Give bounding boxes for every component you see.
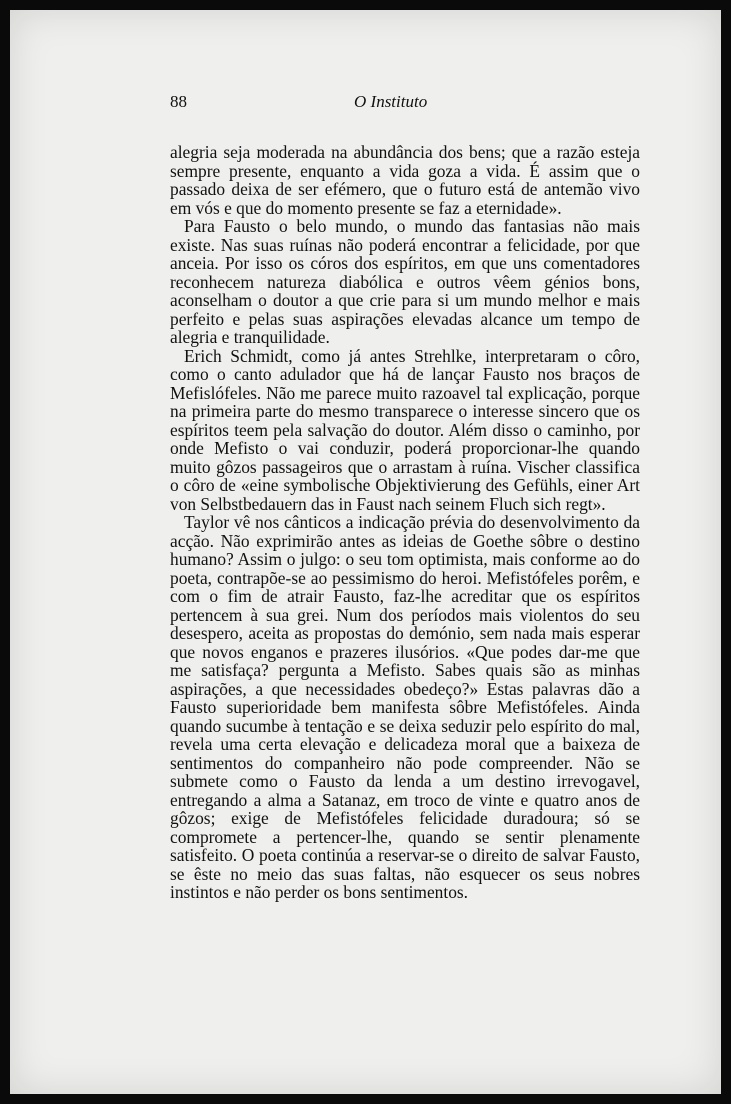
paragraph-3: Erich Schmidt, como já antes Strehlke, interpretaram o côro, como o canto adulador que há de lançar Fausto nos braços de Mefislófeles. Não me parece muito razoavel tal explicação, porque na primeira parte do mesmo transparece o interesse sincero que os espíritos teem pela salvação do doutor. Além disso o caminho, por onde Mefisto o vai conduzir, poderá proporcionar-lhe quando muito gôzos passageiros que o arrastam à ruína. Vischer classifica o côro de «eine symbolische Objektivierung des Gefühls, einer Art von Selbstbedauern das in Faust nach seinem Fluch sich regt». xyxy=(170,345,640,514)
running-title: O Instituto xyxy=(354,92,428,111)
book-page xyxy=(10,10,721,1094)
page-header xyxy=(170,92,640,116)
paragraph-4: Taylor vê nos cânticos a indicação prévia do desenvolvimento da acção. Não exprimirão antes as ideias de Goethe sôbre o destino humano? Assim o julgo: o seu tom optimista, mais conforme ao do poeta, contrapõe-se ao pessimismo do heroi. Mefistófeles porêm, e com o fim de atrair Fausto, faz-lhe acreditar que os espíritos pertencem à sua grei. Num dos períodos mais violentos do seu desespero, aceita as propostas do demónio, sem nada mais esperar que novos enganos e prazeres ilusórios. «Que podes dar-me que me satisfaça? pergunta a Mefisto. Sabes quais são as minhas aspirações, a que necessidades obedeço?» Estas palavras dão a Fausto superioridade bem manifesta sôbre Mefistófeles. Ainda quando sucumbe à tentação e se deixa seduzir pelo espírito do mal, revela uma certa elevação e delicadeza moral que a baixeza de sentimentos do companheiro não pode compreender. Não se submete como o Fausto da lenda a um destino irrevogavel, entregando a alma a Satanaz, em troco de vinte e quatro anos de gôzos; exige de Mefistófeles felicidade duradoura; só se compromete a pertencer-lhe, quando se sentir plenamente satisfeito. O poeta continúa a reservar-se o direito de salvar Fausto, se êste no meio das suas faltas, não esquecer os seus nobres instintos e não perder os bons sentimentos. xyxy=(170,512,640,902)
page-number: 88 xyxy=(170,92,187,111)
paragraph-1: alegria seja moderada na abundância dos bens; que a razão esteja sempre presente, enquanto a vida goza a vida. É assim que o passado deixa de ser efémero, que o futuro está de antemão vivo em vós e que do momento presente se faz a eternidade». xyxy=(170,142,640,218)
body-text xyxy=(170,143,640,902)
paragraph-2: Para Fausto o belo mundo, o mundo das fantasias não mais existe. Nas suas ruínas não poderá encontrar a felicidade, por que anceia. Por isso os córos dos espíritos, em que uns comentadores reconhecem natureza diabólica e outros vêem génios bons, aconselham o doutor a que crie para si um mundo melhor e mais perfeito e pelas suas aspirações elevadas alcance um tempo de alegria e tranquilidade. xyxy=(170,216,640,347)
